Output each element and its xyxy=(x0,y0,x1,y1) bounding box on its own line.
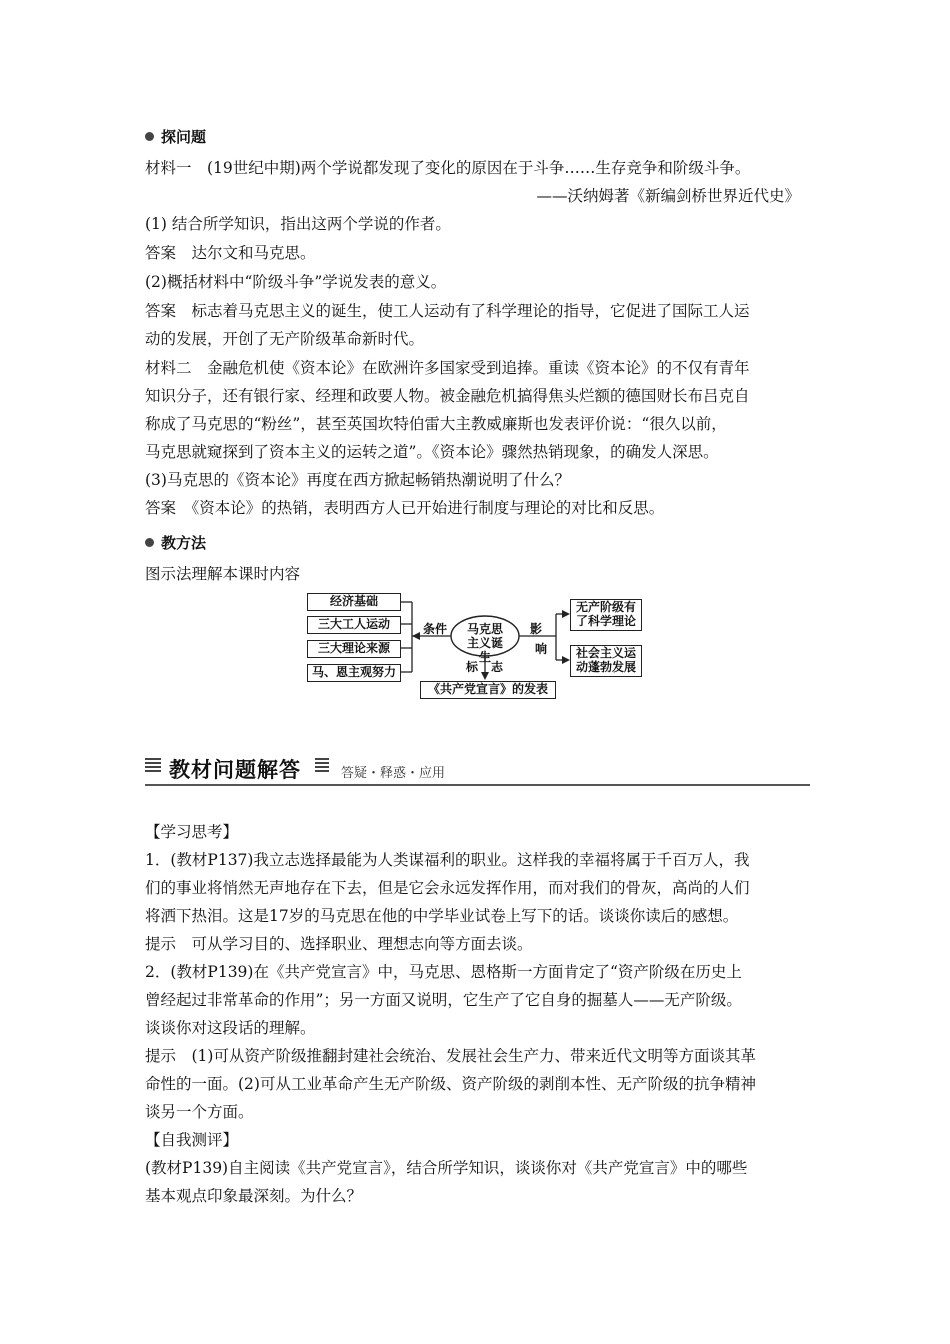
material-2-line: 材料二 金融危机使《资本论》在欧洲许多国家受到追捧。重读《资本论》的不仅有青年 xyxy=(145,359,750,377)
study-hint-2-line: 命性的一面。(2)可从工业革命产生无产阶级、资产阶级的剥削本性、无产阶级的抗争精神 xyxy=(145,1075,756,1093)
banner-title: 教材问题解答 xyxy=(169,758,301,782)
study-heading: 【学习思考】 xyxy=(145,823,239,841)
section-banner xyxy=(145,752,810,786)
banner-stripes-icon xyxy=(145,758,161,776)
study-item-2-line: 2．(教材P139)在《共产党宣言》中，马克思、恩格斯一方面肯定了“资产阶级在历史上 xyxy=(145,963,742,981)
study-item-1-line: 1．(教材P137)我立志选择最能为人类谋福利的职业。这样我的幸福将属于千百万人，我 xyxy=(145,851,750,869)
study-item-1-line: 们的事业将悄然无声地存在下去，但是它会永远发挥作用，而对我们的骨灰，高尚的人们 xyxy=(145,879,750,897)
answer-3: 答案 《资本论》的热销，表明西方人已开始进行制度与理论的对比和反思。 xyxy=(145,499,665,517)
section-heading-method: 教方法 xyxy=(145,532,206,553)
banner-divider xyxy=(145,784,810,786)
question-1: (1) 结合所学知识，指出这两个学说的作者。 xyxy=(145,215,451,233)
diagram-label-influence-1: 影 xyxy=(530,622,543,636)
diagram-center-node: 马克思 主义诞生 xyxy=(466,622,503,664)
material-2-line: 知识分子，还有银行家、经理和政要人物。被金融危机搞得焦头烂额的德国财长布吕克自 xyxy=(145,387,750,405)
self-test-heading: 【自我测评】 xyxy=(145,1131,239,1149)
material-2-line: 马克思就窥探到了资本主义的运转之道”。《资本论》骤然热销现象，的确发人深思。 xyxy=(145,443,719,461)
diagram-box-economic-base: 经济基础 xyxy=(307,593,401,611)
banner-subtitle: 答疑・释惑・应用 xyxy=(341,766,446,781)
diagram-box-proletariat-theory: 无产阶级有 了科学理论 xyxy=(570,599,642,631)
study-item-2-line: 曾经起过非常革命的作用”；另一方面又说明，它生产了它自身的掘墓人——无产阶级。 xyxy=(145,991,742,1009)
study-item-1-line: 将洒下热泪。这是17岁的马克思在他的中学毕业试卷上写下的话。谈谈你读后的感想。 xyxy=(145,907,739,925)
banner-stripes-icon xyxy=(315,758,329,776)
diagram-box-manifesto: 《共产党宣言》的发表 xyxy=(420,681,556,699)
diagram-box-workers-movements: 三大工人运动 xyxy=(307,616,401,634)
material-1-source: ——沃纳姆著《新编剑桥世界近代史》 xyxy=(536,187,800,205)
diagram-box-socialist-movement: 社会主义运 动蓬勃发展 xyxy=(570,645,642,677)
diagram-label-conditions: 条件 xyxy=(423,622,448,636)
answer-1: 答案 达尔文和马克思。 xyxy=(145,244,316,262)
question-2: (2)概括材料中“阶级斗争”学说发表的意义。 xyxy=(145,273,447,291)
diagram-box-subjective-effort: 马、恩主观努力 xyxy=(307,664,401,682)
self-test-line: 基本观点印象最深刻。为什么？ xyxy=(145,1187,363,1205)
answer-2-line: 动的发展，开创了无产阶级革命新时代。 xyxy=(145,330,425,348)
self-test-line: (教材P139)自主阅读《共产党宣言》，结合所学知识，谈谈你对《共产党宣言》中的哪些 xyxy=(145,1159,748,1177)
method-intro: 图示法理解本课时内容 xyxy=(145,565,301,583)
answer-2-line: 答案 标志着马克思主义的诞生，使工人运动有了科学理论的指导，它促进了国际工人运 xyxy=(145,302,750,320)
diagram-label-sign-1: 标 xyxy=(466,660,479,674)
material-2-line: 称成了马克思的“粉丝”，甚至英国坎特伯雷大主教威廉斯也发表评价说：“很久以前， xyxy=(145,415,727,433)
material-1-text: 材料一 (19世纪中期)两个学说都发现了变化的原因在于斗争……生存竞争和阶级斗争。 xyxy=(145,159,751,177)
study-hint-2-line: 谈另一个方面。 xyxy=(145,1103,254,1121)
diagram-label-sign-2: 志 xyxy=(491,660,504,674)
question-3: (3)马克思的《资本论》再度在西方掀起畅销热潮说明了什么？ xyxy=(145,471,570,489)
study-hint-2-line: 提示 (1)可从资产阶级推翻封建社会统治、发展社会生产力、带来近代文明等方面谈其革 xyxy=(145,1047,756,1065)
diagram-box-theory-sources: 三大理论来源 xyxy=(307,640,401,658)
study-item-2-line: 谈谈你对这段话的理解。 xyxy=(145,1019,316,1037)
section-heading-explore: 探问题 xyxy=(145,126,206,147)
diagram-label-influence-2: 响 xyxy=(535,642,548,656)
study-hint-1: 提示 可从学习目的、选择职业、理想志向等方面去谈。 xyxy=(145,935,533,953)
